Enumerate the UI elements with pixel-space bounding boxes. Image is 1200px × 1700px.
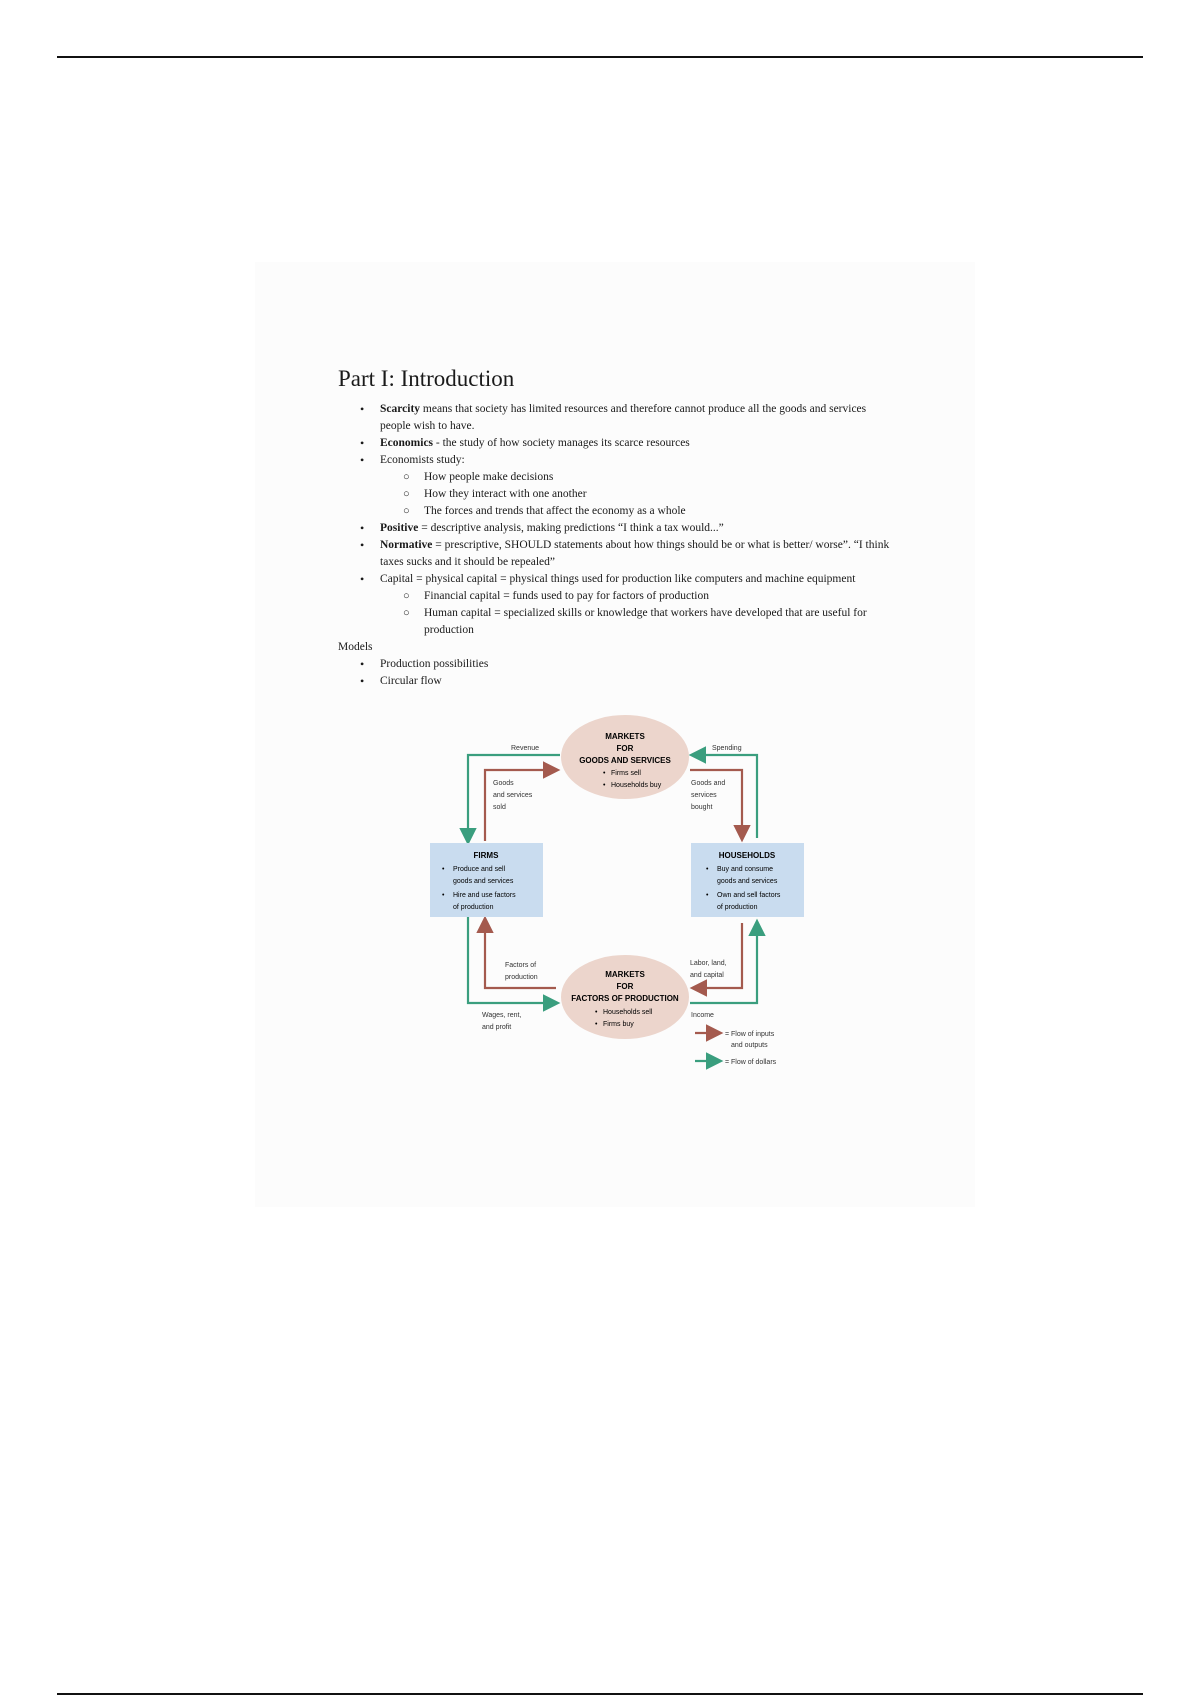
- households-item-3: Own and sell factors: [717, 892, 781, 899]
- list-item-text: Capital = physical capital = physical things used for production like computers and machine equipment: [380, 573, 856, 585]
- goods-sold-label-1: Goods: [493, 780, 514, 787]
- goods-sold-label-3: sold: [493, 804, 506, 811]
- term-economics: Economics: [380, 437, 434, 449]
- list-item: [380, 520, 898, 537]
- households-item-2: goods and services: [717, 878, 778, 885]
- goods-sold-label-2: and services: [493, 792, 533, 799]
- factors-market-item-1: Households sell: [603, 1009, 653, 1016]
- bottom-rule: [57, 1693, 1143, 1695]
- factors-market-title-2: FOR: [616, 982, 634, 991]
- sub-list-item: ○ Financial capital = funds used to pay for factors of production: [424, 588, 898, 605]
- wages-label-2: and profit: [482, 1024, 512, 1031]
- list-item: [380, 537, 898, 571]
- factors-label-2: production: [505, 974, 538, 981]
- households-box: [691, 843, 804, 917]
- list-item-text: = descriptive analysis, making predictions “I think a tax would...”: [418, 522, 724, 534]
- goods-services-market: [561, 715, 689, 799]
- models-list: [338, 656, 898, 690]
- firms-box: [430, 843, 543, 917]
- goods-bought-label-2: services: [691, 792, 717, 799]
- intro-bullet-list: [338, 401, 898, 639]
- sub-list: [380, 588, 898, 639]
- models-label: Models: [338, 641, 373, 653]
- factors-market-bullet: •: [595, 1009, 598, 1016]
- factors-market-title-3: FACTORS OF PRODUCTION: [571, 994, 679, 1003]
- goods-bought-label-3: bought: [691, 804, 713, 811]
- sub-list-item: ○ Human capital = specialized skills or knowledge that workers have developed that are useful for production: [424, 605, 898, 639]
- list-item-text: = prescriptive, SHOULD statements about how things should be or what is better/ worse”. “I think taxes sucks and it should be repealed”: [380, 539, 890, 568]
- sub-list: [380, 469, 898, 520]
- document-content: [338, 366, 898, 690]
- goods-market-title-2: FOR: [616, 744, 634, 753]
- sub-list-item: ○ How they interact with one another: [424, 486, 898, 503]
- households-bullet: •: [706, 892, 709, 899]
- factors-label-1: Factors of: [505, 962, 537, 969]
- households-item-1: Buy and consume: [717, 866, 774, 873]
- term-positive: Positive: [380, 522, 419, 534]
- goods-market-bullet: •: [603, 770, 606, 777]
- households-title: HOUSEHOLDS: [718, 851, 776, 860]
- labor-label-1: Labor, land,: [690, 960, 727, 967]
- firms-item-2: goods and services: [453, 878, 514, 885]
- firms-item-3: Hire and use factors: [453, 892, 516, 899]
- goods-market-item-2: Households buy: [611, 782, 662, 789]
- list-item: [380, 435, 898, 452]
- firms-title: FIRMS: [473, 851, 499, 860]
- firms-item-1: Produce and sell: [453, 866, 506, 873]
- list-item: • Circular flow: [380, 673, 898, 690]
- goods-market-bullet: •: [603, 782, 606, 789]
- legend-inputs-label-1: = Flow of inputs: [725, 1031, 775, 1038]
- list-item-text: Economists study:: [380, 454, 465, 466]
- firms-bullet: •: [442, 866, 445, 873]
- diagram-legend: [695, 1031, 777, 1066]
- sub-list-item: ○ How people make decisions: [424, 469, 898, 486]
- list-item: [380, 452, 898, 520]
- section-title: Part I: Introduction: [338, 366, 515, 391]
- goods-market-item-1: Firms sell: [611, 770, 641, 777]
- households-item-4: of production: [717, 904, 758, 911]
- goods-market-title-1: MARKETS: [605, 732, 645, 741]
- term-normative: Normative: [380, 539, 433, 551]
- factors-market-title-1: MARKETS: [605, 970, 645, 979]
- revenue-label: Revenue: [511, 745, 540, 752]
- list-item: [380, 401, 898, 435]
- firms-bullet: •: [442, 892, 445, 899]
- labor-label-2: and capital: [690, 972, 724, 979]
- spending-label: Spending: [712, 745, 742, 752]
- factors-of-production-market: [561, 955, 689, 1039]
- households-bullet: •: [706, 866, 709, 873]
- list-item-text: means that society has limited resources and therefore cannot produce all the goods and services people wish to have.: [380, 403, 867, 432]
- goods-market-title-3: GOODS AND SERVICES: [579, 756, 671, 765]
- firms-item-4: of production: [453, 904, 494, 911]
- term-scarcity: Scarcity: [380, 403, 421, 415]
- goods-bought-label-1: Goods and: [691, 780, 726, 787]
- list-item: • Production possibilities: [380, 656, 898, 673]
- sub-list-item: ○ The forces and trends that affect the economy as a whole: [424, 503, 898, 520]
- list-item-text: - the study of how society manages its scarce resources: [433, 437, 690, 449]
- legend-inputs-label-2: and outputs: [731, 1042, 768, 1049]
- factors-market-bullet: •: [595, 1021, 598, 1028]
- list-item: [380, 571, 898, 639]
- legend-dollars-label: = Flow of dollars: [725, 1059, 777, 1066]
- circular-flow-diagram: [425, 713, 815, 1073]
- wages-label-1: Wages, rent,: [482, 1012, 522, 1019]
- factors-market-item-2: Firms buy: [603, 1021, 634, 1028]
- top-rule: [57, 56, 1143, 58]
- income-label: Income: [691, 1012, 714, 1019]
